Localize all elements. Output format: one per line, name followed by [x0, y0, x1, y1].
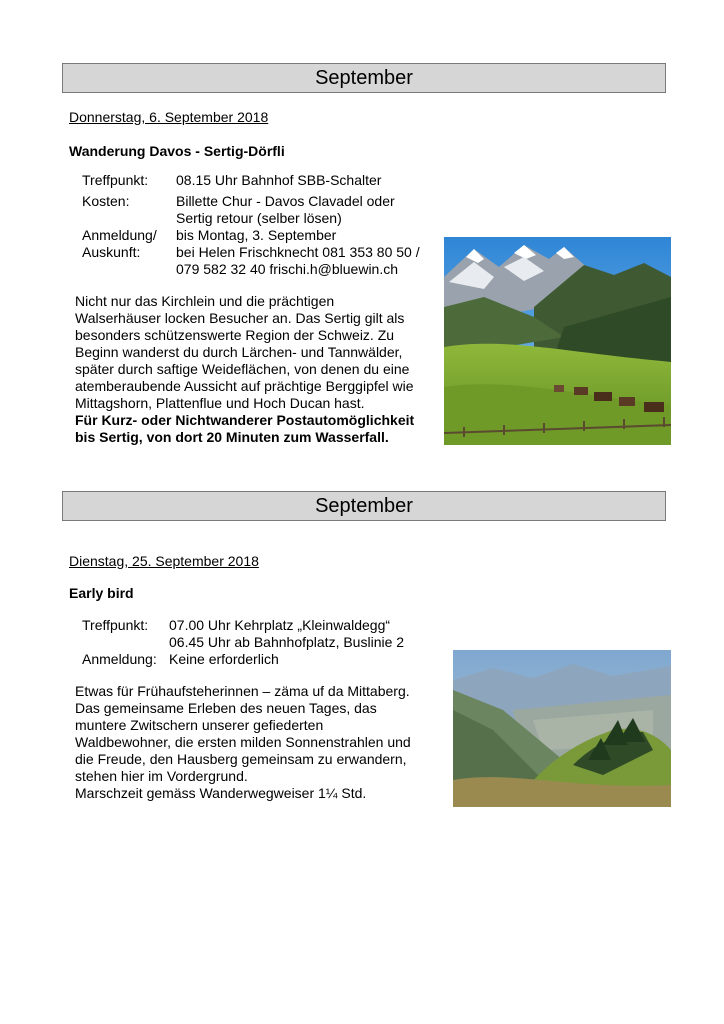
description-line: Waldbewohner, die ersten milden Sonnenstrahlen und	[75, 734, 411, 750]
event-title: Early bird	[69, 585, 134, 601]
detail-label: Auskunft:	[82, 244, 141, 260]
detail-value: Sertig retour (selber lösen)	[176, 210, 342, 226]
sertig-valley-photo	[444, 237, 671, 445]
month-banner: September	[62, 63, 666, 93]
event-date: Dienstag, 25. September 2018	[69, 553, 259, 569]
description-line: stehen hier im Vordergrund.	[75, 768, 248, 784]
detail-value: 07.00 Uhr Kehrplatz „Kleinwaldegg“	[169, 617, 391, 633]
month-banner: September	[62, 491, 666, 521]
detail-value: Keine erforderlich	[169, 651, 279, 667]
detail-label: Treffpunkt:	[82, 617, 149, 633]
event-description	[75, 293, 414, 446]
description-line: besonders schützenswerte Region der Schweiz. Zu	[75, 327, 395, 343]
description-line: Mittagshorn, Plattenflue und Hoch Ducan hast.	[75, 395, 365, 411]
description-line: später durch saftige Weideflächen, von denen du eine	[75, 361, 410, 377]
note-line: bis Sertig, von dort 20 Minuten zum Wasserfall.	[75, 429, 389, 445]
description-line: Beginn wanderst du durch Lärchen- und Tannwälder,	[75, 344, 403, 360]
note-line: Für Kurz- oder Nichtwanderer Postautomöglichkeit	[75, 412, 415, 428]
description-line: Nicht nur das Kirchlein und die prächtigen	[75, 293, 335, 309]
event-title: Wanderung Davos - Sertig-Dörfli	[69, 143, 285, 159]
detail-value: 08.15 Uhr Bahnhof SBB-Schalter	[176, 172, 382, 188]
detail-value: 079 582 32 40 frischi.h@bluewin.ch	[176, 261, 399, 277]
mittenberg-view-photo	[453, 650, 671, 807]
description-line: muntere Zwitschern unserer gefiederten	[75, 717, 324, 733]
detail-label: Anmeldung/	[82, 227, 157, 243]
detail-label: Treffpunkt:	[82, 172, 149, 188]
description-line: die Freude, den Hausberg gemeinsam zu erwandern,	[75, 751, 407, 767]
description-line: Etwas für Frühaufsteherinnen – zäma uf da Mittaberg.	[75, 683, 410, 699]
description-line: atemberaubende Aussicht auf prächtige Berggipfel wie	[75, 378, 414, 394]
detail-label: Anmeldung:	[82, 651, 157, 667]
detail-value: 06.45 Uhr ab Bahnhofplatz, Buslinie 2	[169, 634, 405, 650]
description-line: Das gemeinsame Erleben des neuen Tages, das	[75, 700, 377, 716]
detail-value: Billette Chur - Davos Clavadel oder	[176, 193, 395, 209]
event-description	[75, 683, 411, 802]
detail-value: bis Montag, 3. September	[176, 227, 337, 243]
description-line: Walserhäuser locken Besucher an. Das Sertig gilt als	[75, 310, 405, 326]
detail-label: Kosten:	[82, 193, 130, 209]
description-line: Marschzeit gemäss Wanderwegweiser 1¼ Std.	[75, 785, 367, 801]
detail-value: bei Helen Frischknecht 081 353 80 50 /	[176, 244, 420, 260]
event-date: Donnerstag, 6. September 2018	[69, 109, 269, 125]
